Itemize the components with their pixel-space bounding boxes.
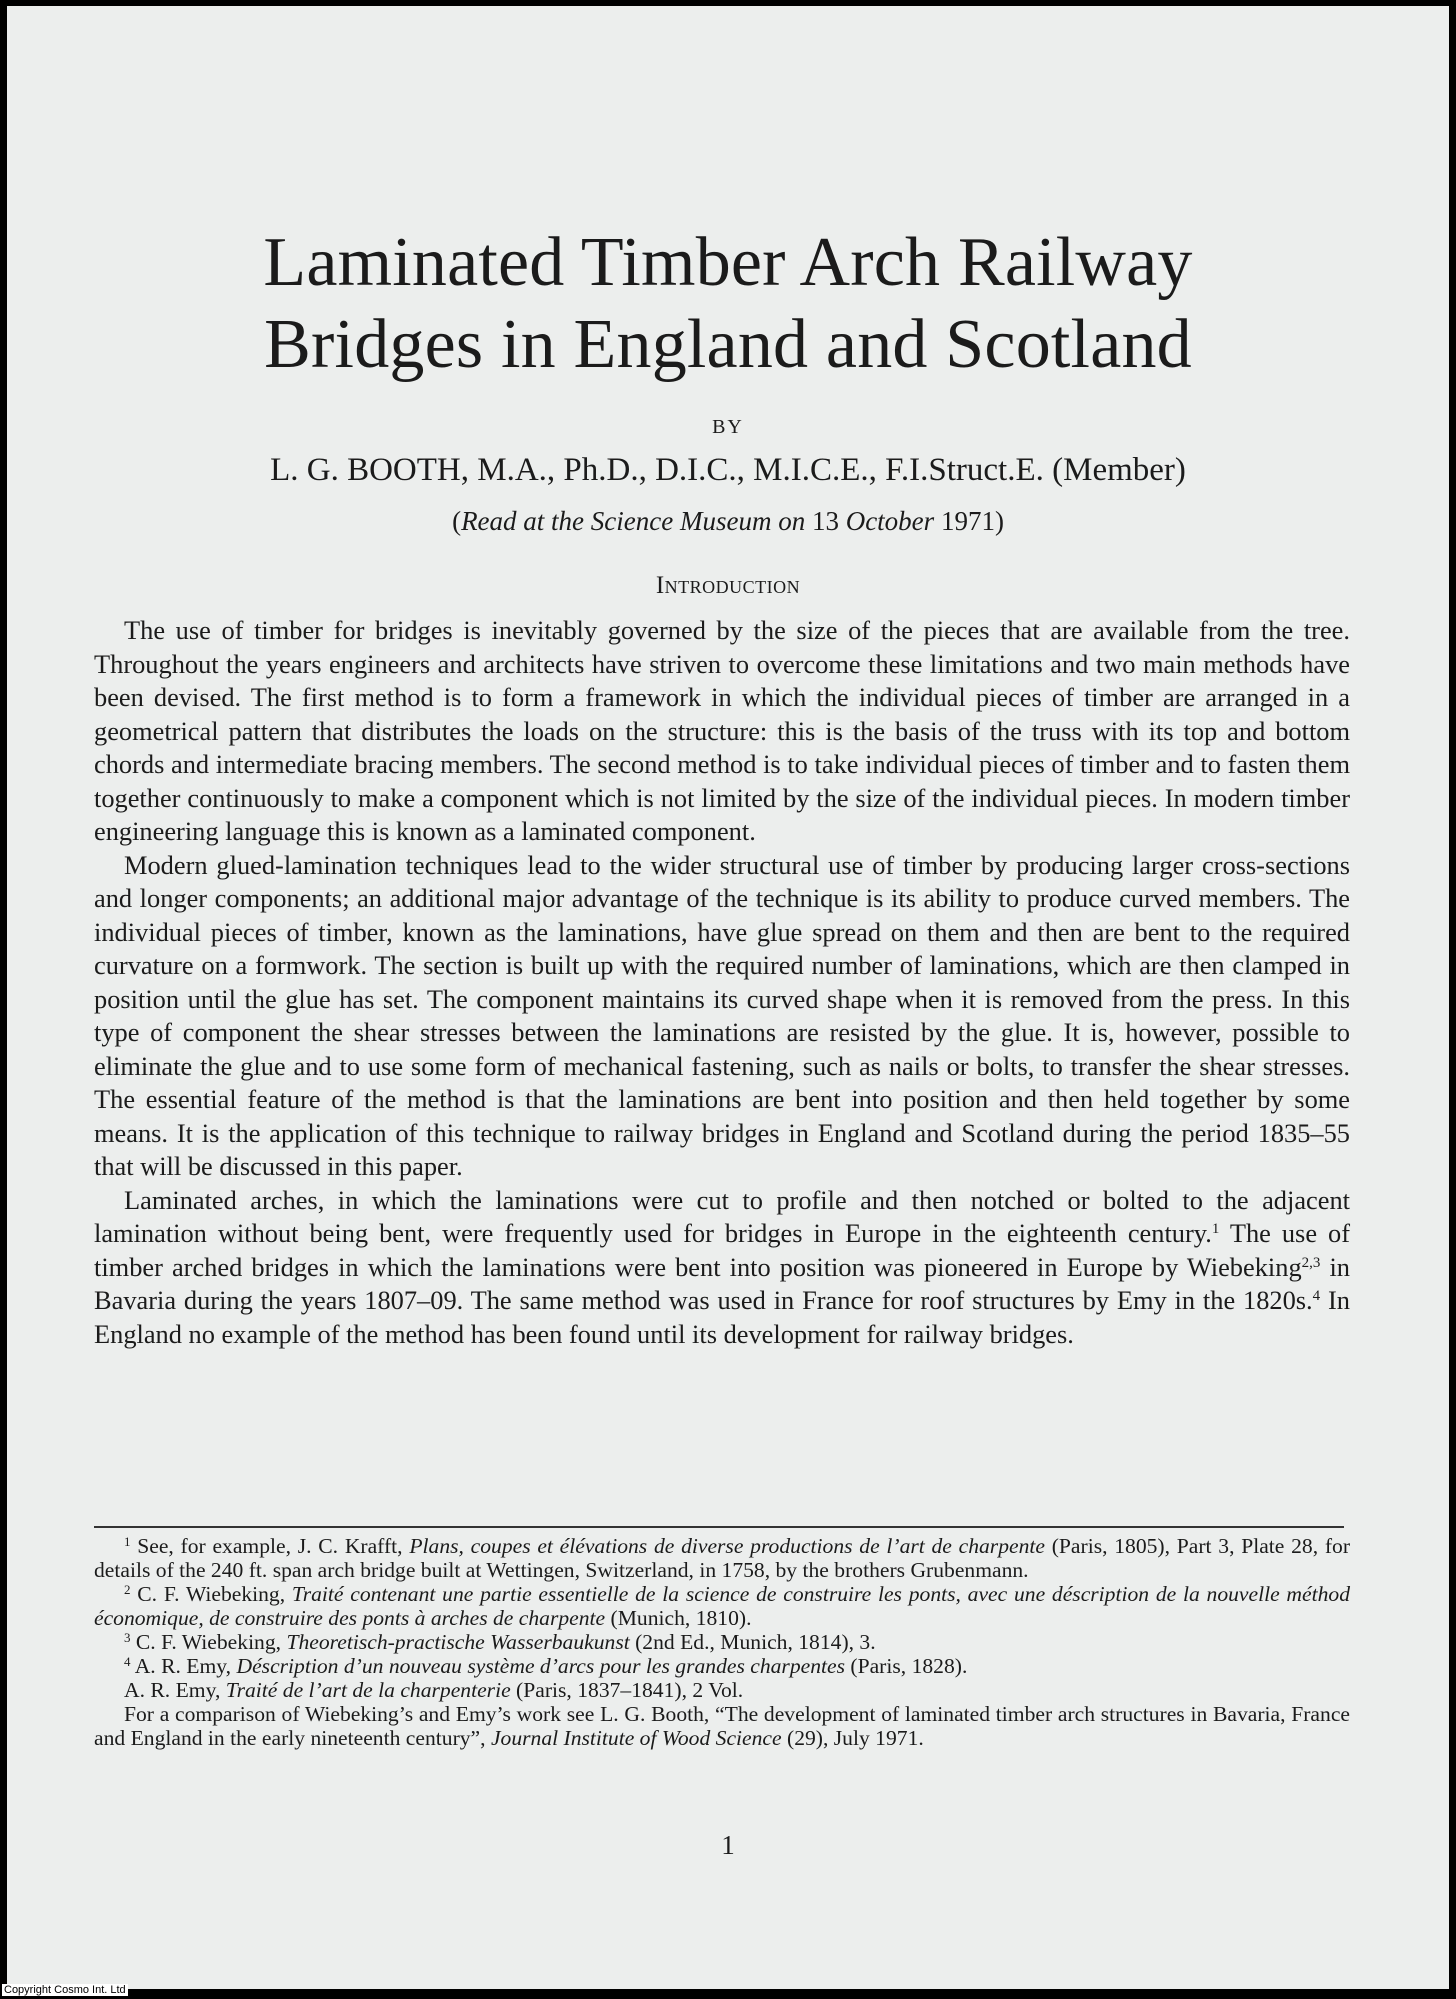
- byline-label: BY: [712, 416, 744, 438]
- footnote-4: [94, 1654, 1350, 1678]
- footnote-number: 2: [124, 1582, 131, 1597]
- read-at-year: 1971): [934, 506, 1004, 536]
- p3-text-b: The use of timber arched bridges in which the laminations were bent into position was pioneered in Europe by Wiebeking: [94, 1218, 1350, 1282]
- footnote-1: [94, 1534, 1350, 1582]
- footnote-text: (2nd Ed., Munich, 1814), 3.: [629, 1630, 876, 1654]
- footnote-divider: [94, 1526, 1344, 1528]
- article-title: [0, 222, 1456, 386]
- title-line-2: Bridges in England and Scotland: [264, 306, 1192, 383]
- footnote-text: C. F. Wiebeking,: [130, 1582, 292, 1606]
- footnote-title: Traité contenant une partie essentielle de la science de construire les ponts, avec une déscription de la nouvelle méthod économique, de construire des ponts à arches de charpente: [94, 1582, 1350, 1630]
- footnote-text: A. R. Emy,: [124, 1678, 226, 1702]
- author-credentials: L. G. BOOTH, M.A., Ph.D., D.I.C., M.I.C.E., F.I.Struct.E. (Member): [270, 452, 1186, 488]
- read-at-italic: Read at the Science Museum on: [461, 506, 806, 536]
- p3-text-c: in Bavaria during the years 1807–09. The same method was used in France for roof structures by Emy in the 1820s.: [94, 1251, 1350, 1315]
- body-text: [94, 614, 1350, 1351]
- footnote-number: 3: [124, 1630, 131, 1645]
- footnote-text: (Paris, 1837–1841), 2 Vol.: [510, 1678, 744, 1702]
- p3-text-a: Laminated arches, in which the laminations were cut to profile and then notched or bolted to the adjacent lamination without being bent, were frequently used for bridges in Europe in the eighteenth century.: [94, 1184, 1350, 1248]
- footnote-title: Traité de l’art de la charpenterie: [225, 1678, 511, 1702]
- footnote-title: Theoretisch-practische Wasserbaukunst: [286, 1630, 630, 1654]
- footnote-text: C. F. Wiebeking,: [130, 1630, 287, 1654]
- footnote-3: [94, 1630, 1350, 1654]
- footnotes: [94, 1534, 1350, 1750]
- section-heading: Introduction: [655, 572, 801, 599]
- footnote-title: Plans, coupes et élévations de diverse productions de l’art de charpente: [409, 1534, 1045, 1558]
- footnote-text: A. R. Emy,: [130, 1654, 237, 1678]
- footnote-ref: 4: [1312, 1288, 1321, 1304]
- paragraph-2: Modern glued-lamination techniques lead to the wider structural use of timber by producing larger cross-sections and longer components; an additional major advantage of the technique is its ability to produce curved members. The individual pieces of timber, known as the laminations, have glue spread on them and then are bent to the required curvature on a formwork. The section is built up with the required number of laminations, which are then clamped in position until the glue has set. The component maintains its curved shape when it is removed from the press. In this type of component the shear stresses between the laminations are resisted by the glue. It is, however, possible to eliminate the glue and to use some form of mechanical fastening, such as nails or bolts, to transfer the shear stresses. The essential feature of the method is that the laminations are bent into position and then held together by some means. It is the application of this technique to railway bridges in England and Scotland during the period 1835–55 that will be discussed in this paper.: [94, 849, 1350, 1181]
- footnote-text: (Paris, 1805), Part 3, Plate 28, for details of the 240 ft. span arch bridge built at Wettingen, Switzerland, in 1758, by the brothers Grubenmann.: [94, 1534, 1351, 1582]
- footnote-comparison: [94, 1702, 1350, 1750]
- read-at-day: 13: [805, 506, 846, 536]
- read-at-month: October: [845, 506, 935, 536]
- copyright-notice: Copyright Cosmo Int. Ltd: [4, 1984, 126, 1996]
- read-at-open: (: [452, 506, 462, 536]
- footnote-text: (29), July 1971.: [781, 1726, 924, 1750]
- title-line-1: Laminated Timber Arch Railway: [263, 224, 1193, 301]
- p3-text-d: In England no example of the method has been found until its development for railway bridges.: [94, 1285, 1350, 1349]
- footnote-ref: 2,3: [1301, 1254, 1321, 1271]
- footnote-text: (Paris, 1828).: [845, 1654, 968, 1678]
- footnote-2: [94, 1582, 1350, 1630]
- footnote-text: See, for example, J. C. Krafft,: [130, 1534, 410, 1558]
- page-number: 1: [721, 1830, 735, 1860]
- paragraph-1: The use of timber for bridges is inevitably governed by the size of the pieces that are available from the tree. Throughout the years engineers and architects have striven to overcome these limitations and two main methods have been devised. The first method is to form a framework in which the individual pieces of timber are arranged in a geometrical pattern that distributes the loads on the structure: this is the basis of the truss with its top and bottom chords and intermediate bracing members. The second method is to take individual pieces of timber and to fasten them together continuously to make a component which is not limited by the size of the individual pieces. In modern timber engineering language this is known as a laminated component.: [94, 615, 1350, 846]
- footnote-title: Déscription d’un nouveau système d’arcs pour les grandes charpentes: [236, 1654, 845, 1678]
- footnote-number: 1: [124, 1534, 131, 1549]
- footnote-text: For a comparison of Wiebeking’s and Emy’s work see L. G. Booth, “The development of laminated timber arch structures in Bavaria, France and England in the early nineteenth century”,: [94, 1702, 1350, 1750]
- footnote-ref: 1: [1211, 1221, 1220, 1237]
- read-at-note: [0, 506, 1456, 537]
- footnote-number: 4: [124, 1654, 131, 1669]
- footnote-4-cont: [94, 1678, 1350, 1702]
- footnote-title: Journal Institute of Wood Science: [490, 1726, 782, 1750]
- footnote-text: (Munich, 1810).: [605, 1606, 752, 1630]
- paragraph-3: [94, 1184, 1350, 1352]
